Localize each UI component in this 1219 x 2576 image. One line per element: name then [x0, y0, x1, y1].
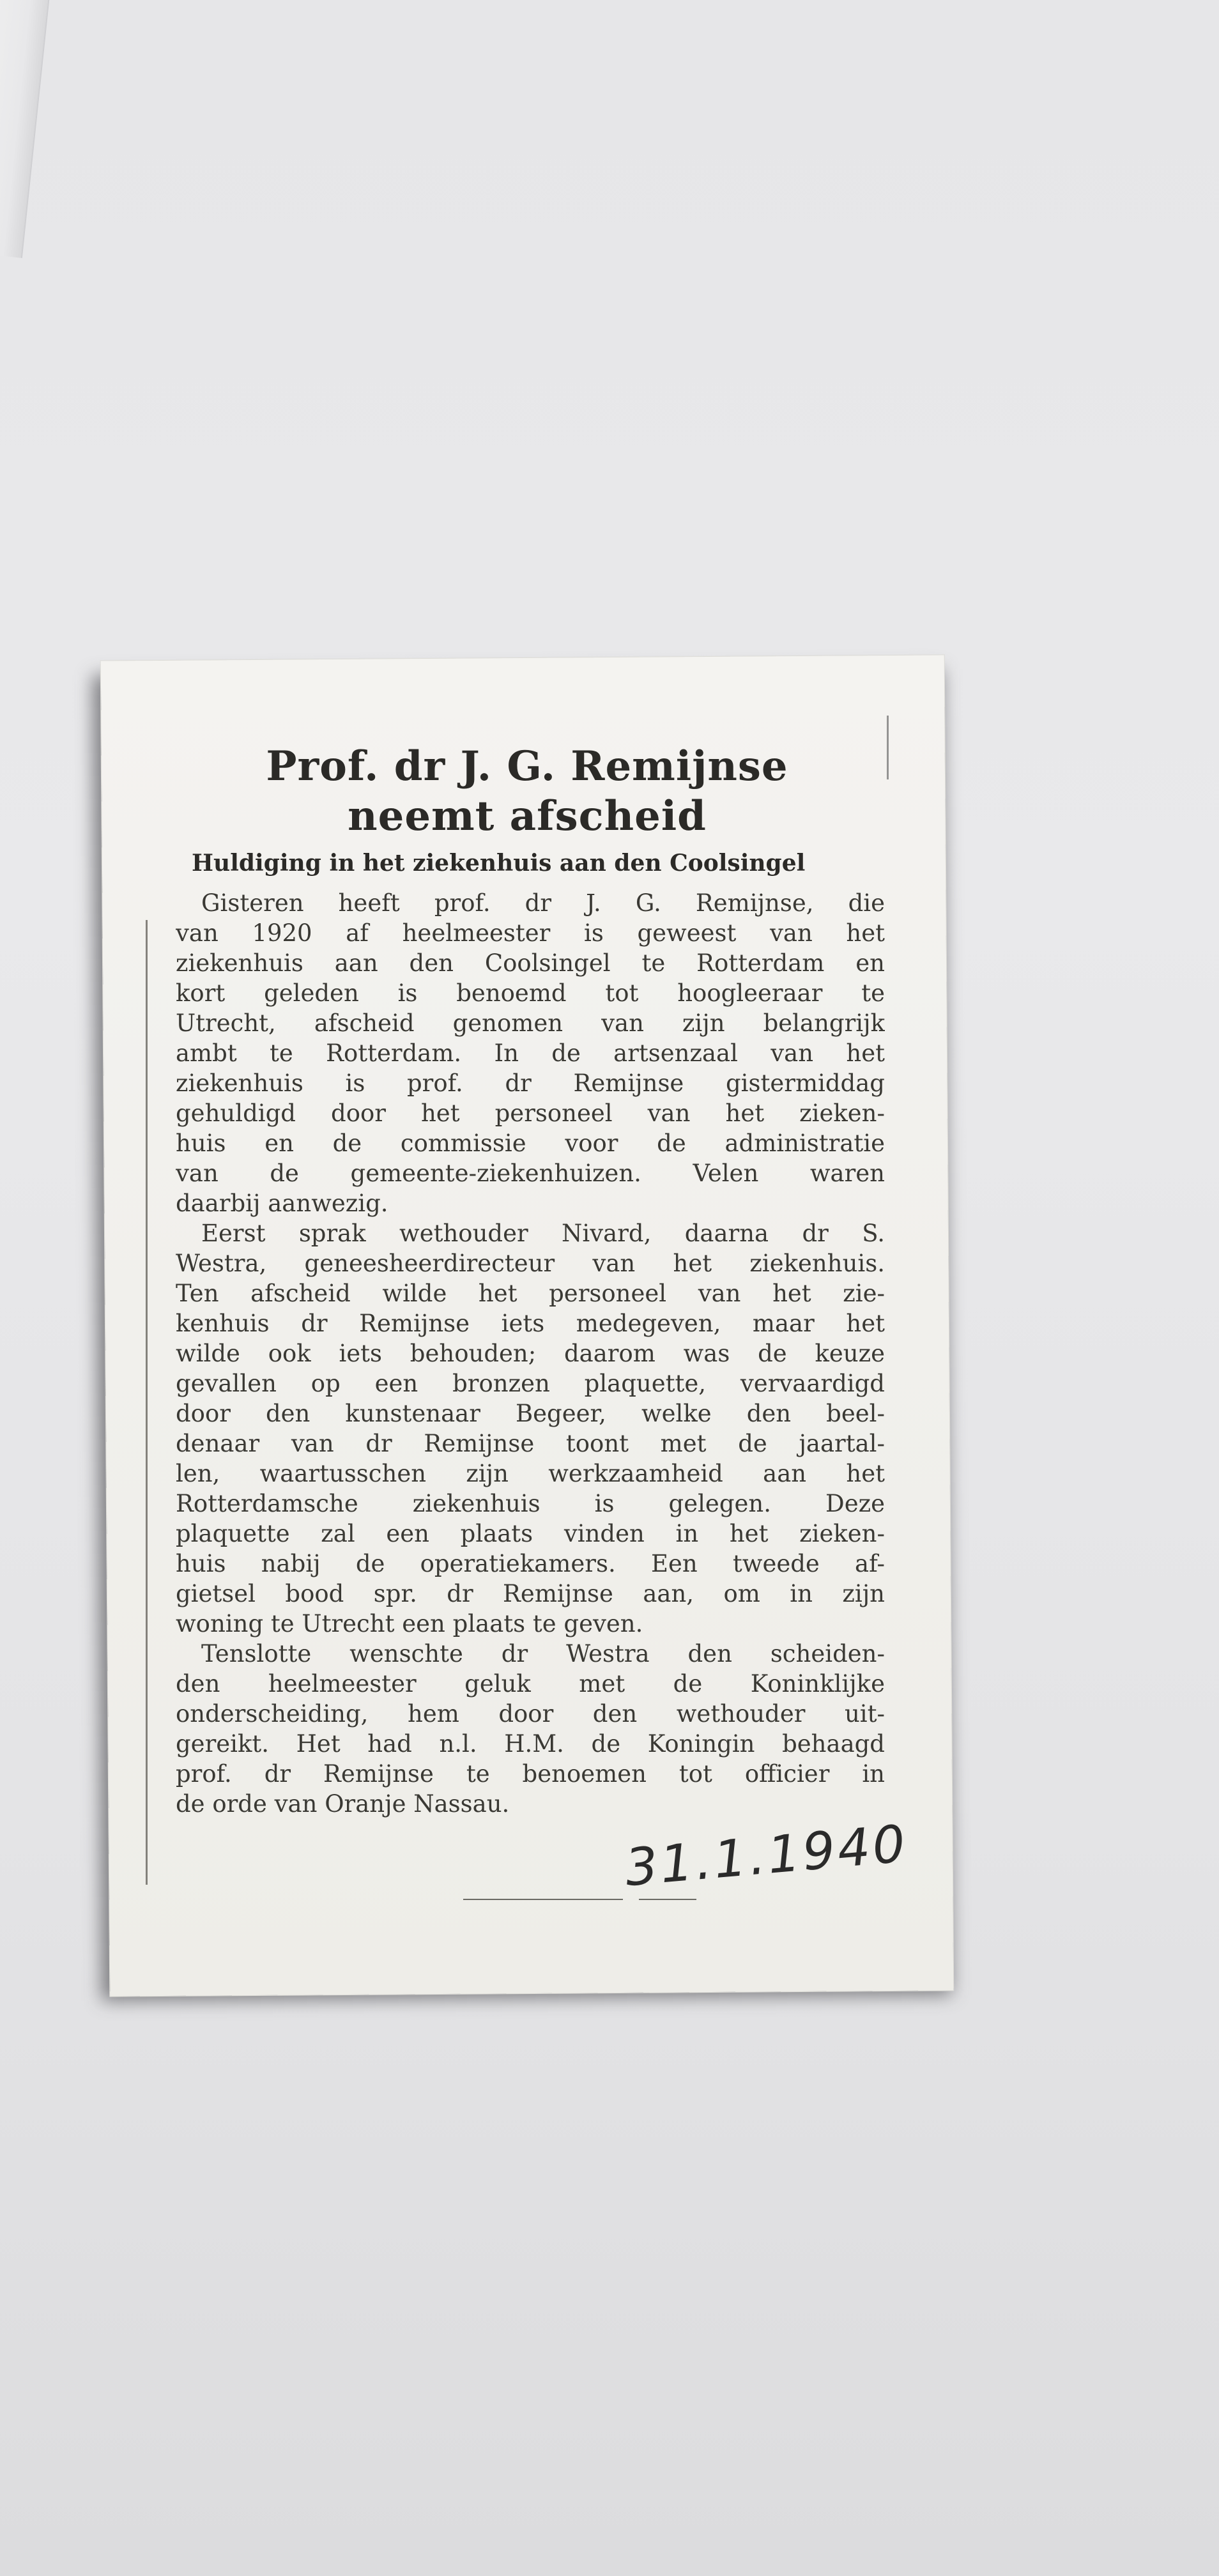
- article-line: prof. dr Remijnse te benoemen tot officier in: [176, 1760, 885, 1788]
- article-line: Rotterdamsche ziekenhuis is gelegen. Deze: [176, 1490, 885, 1517]
- handwritten-date: 31.1.1940: [622, 1813, 910, 1898]
- article-line: gereikt. Het had n.l. H.M. de Koningin behaagd: [176, 1730, 885, 1758]
- article-line: van de gemeente-ziekenhuizen. Velen waren: [176, 1160, 885, 1187]
- article-line: daarbij aanwezig.: [176, 1190, 388, 1217]
- headline-line-2: neemt afscheid: [348, 792, 707, 840]
- article-line: gehuldigd door het personeel van het zieken-: [176, 1100, 885, 1127]
- article-line: huis nabij de operatiekamers. Een tweede af-: [176, 1550, 885, 1577]
- article-line: kenhuis dr Remijnse iets medegeven, maar het: [176, 1310, 885, 1337]
- article-line: woning te Utrecht een plaats te geven.: [176, 1610, 643, 1637]
- article-line: onderscheiding, hem door den wethouder uit-: [176, 1700, 885, 1728]
- article-line: kort geleden is benoemd tot hoogleeraar te: [176, 979, 885, 1007]
- article-line: den heelmeester geluk met de Koninklijke: [176, 1670, 885, 1698]
- article-line: len, waartusschen zijn werkzaamheid aan het: [176, 1460, 885, 1487]
- article-line: Eerst sprak wethouder Nivard, daarna dr S.: [201, 1220, 885, 1247]
- article-line: ambt te Rotterdam. In de artsenzaal van het: [176, 1039, 885, 1067]
- subheading: Huldiging in het ziekenhuis aan den Coolsingel: [192, 850, 806, 877]
- article-line: wilde ook iets behouden; daarom was de keuze: [176, 1340, 885, 1367]
- article-line: Utrecht, afscheid genomen van zijn belangrijk: [176, 1009, 885, 1037]
- article-line: Ten afscheid wilde het personeel van het zie-: [176, 1280, 885, 1307]
- end-rule: [639, 1899, 696, 1900]
- column-rule-left: [146, 920, 148, 1885]
- end-rule: [463, 1899, 623, 1900]
- article-line: denaar van dr Remijnse toont met de jaartal-: [176, 1430, 885, 1457]
- article-line: door den kunstenaar Begeer, welke den beel-: [176, 1400, 885, 1427]
- headline-line-1: Prof. dr J. G. Remijnse: [266, 742, 788, 790]
- article-line: de orde van Oranje Nassau.: [176, 1790, 510, 1818]
- article-line: gietsel bood spr. dr Remijnse aan, om in zijn: [176, 1580, 885, 1607]
- article-line: ziekenhuis aan den Coolsingel te Rotterdam en: [176, 949, 885, 977]
- article-line: plaquette zal een plaats vinden in het zieken-: [176, 1520, 885, 1547]
- article-line: ziekenhuis is prof. dr Remijnse gistermiddag: [176, 1070, 885, 1097]
- article-line: Tenslotte wenschte dr Westra den scheiden-: [201, 1640, 885, 1667]
- article-line: Westra, geneesheerdirecteur van het ziekenhuis.: [176, 1250, 885, 1277]
- article-line: Gisteren heeft prof. dr J. G. Remijnse, die: [201, 889, 885, 917]
- article-line: van 1920 af heelmeester is geweest van het: [176, 919, 885, 947]
- background-paper-edge: [0, 0, 50, 258]
- article-line: gevallen op een bronzen plaquette, vervaardigd: [176, 1370, 885, 1397]
- article-line: huis en de commissie voor de administratie: [176, 1130, 885, 1157]
